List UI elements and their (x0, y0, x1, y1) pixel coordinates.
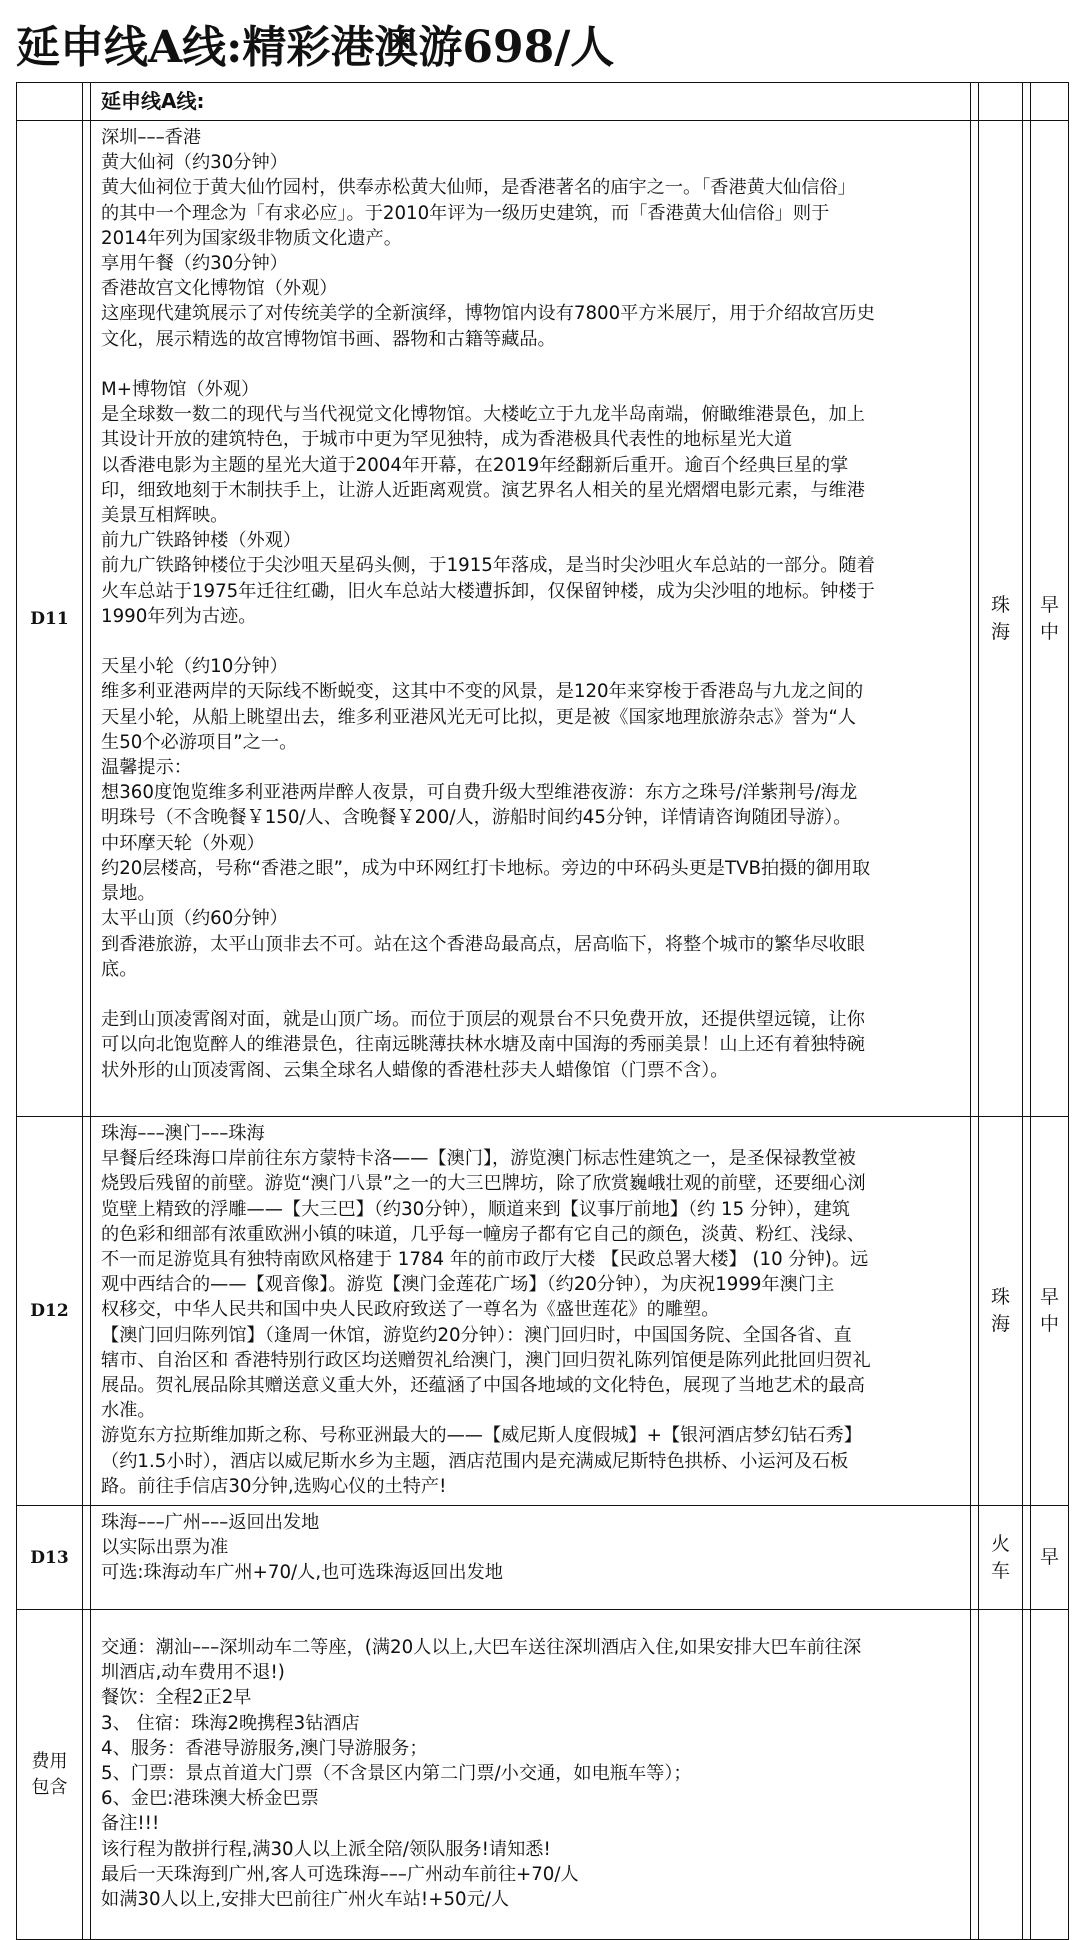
text-line: 2014年列为国家级非物质文化遗产。 (101, 227, 402, 249)
cell-char: 费用 (31, 1750, 68, 1772)
text-line (101, 352, 964, 377)
text-line: 权移交，中华人民共和国中央人民政府致送了一尊名为《盛世莲花》的雕塑。 (101, 1299, 720, 1321)
header-label: 延申线A线: (101, 89, 205, 113)
text-line: 天星小轮（约10分钟） (101, 656, 288, 678)
text-line: 景地。 (101, 883, 156, 905)
text-line: 走到山顶凌霄阁对面，就是山顶广场。而位于顶层的观景台不只免费开放，还提供望远镜，让你 (101, 1009, 865, 1031)
day-text (91, 1117, 970, 1505)
fee-row (17, 1610, 1069, 1940)
text-line: 火车总站于1975年迁往红磡，旧火车总站大楼遭拆卸，仅保留钟楼，成为尖沙咀的地标。钟楼于 (101, 580, 875, 602)
fee-label-cell (17, 1610, 83, 1940)
text-line: 备注!!! (101, 1813, 160, 1835)
cell-char: 早 (1039, 1286, 1059, 1309)
cell-char: 珠 (990, 1286, 1010, 1309)
header-day-cell (17, 83, 83, 121)
text-line: 是全球数一数二的现代与当代视觉文化博物馆。大楼屹立于九龙半岛南端，俯瞰维港景色，加上 (101, 404, 865, 426)
day-label: D13 (17, 1506, 83, 1610)
text-line: 美景互相辉映。 (101, 505, 229, 527)
text-line: 餐饮：全程2正2早 (101, 1687, 252, 1709)
text-line: 4、服务：香港导游服务,澳门导游服务； (101, 1737, 428, 1759)
city-cell (979, 1117, 1023, 1506)
text-line: 底。 (101, 958, 138, 980)
text-line: 文化，展示精选的故宫博物馆书画、器物和古籍等藏品。 (101, 328, 556, 350)
day-content (91, 1117, 971, 1506)
text-line: 如满30人以上,安排大巴前往广州火车站!+50元/人 (101, 1888, 510, 1910)
meal-cell (1031, 1506, 1069, 1610)
header-meal-cell (1031, 83, 1069, 121)
text-line: 览壁上精致的浮雕——【大三巴】（约30分钟），顺道来到【议事厅前地】（约 15 分钟），建筑 (101, 1198, 850, 1220)
cell-char: 早 (1039, 1546, 1059, 1569)
text-line: 这座现代建筑展示了对传统美学的全新演绎，博物馆内设有7800平方米展厅，用于介绍故宫历史 (101, 303, 875, 325)
text-line: 最后一天珠海到广州,客人可选珠海–––广州动车前往+70/人 (101, 1863, 579, 1885)
fee-content (91, 1610, 971, 1940)
cell-char: 海 (990, 1313, 1010, 1336)
text-line: 状外形的山顶凌霄阁、云集全球名人蜡像的香港杜莎夫人蜡像馆（门票不含）。 (101, 1059, 729, 1081)
itinerary-table (16, 82, 1069, 1940)
text-line: 黄大仙祠（约30分钟） (101, 152, 288, 174)
text-line: 深圳–––香港 (101, 127, 202, 148)
cell-char: 包含 (31, 1776, 68, 1798)
text-line: M+博物馆（外观） (101, 379, 260, 401)
day-row-d11 (17, 121, 1069, 1117)
day-text (91, 1506, 970, 1592)
text-line: 早餐后经珠海口岸前往东方蒙特卡洛——【澳门】，游览澳门标志性建筑之一，是圣保禄教堂被 (101, 1148, 856, 1170)
text-line: 前九广铁路钟楼（外观） (101, 530, 302, 552)
text-line: 珠海–––澳门–––珠海 (101, 1123, 265, 1144)
day-row-d13 (17, 1506, 1069, 1610)
text-line: 不一而足游览具有独特南欧风格建于 1784 年的前市政厅大楼 【民政总署大楼】 (10 分钟)。远 (101, 1249, 869, 1271)
text-line: 明珠号（不含晚餐￥150/人、含晚餐￥200/人，游船时间约45分钟，详情请咨询随团导游）。 (101, 807, 852, 829)
fee-text (91, 1631, 970, 1918)
text-line: 黄大仙祠位于黄大仙竹园村，供奉赤松黄大仙师，是香港著名的庙宇之一。「香港黄大仙信俗」 (101, 177, 856, 199)
header-city-cell (979, 83, 1023, 121)
text-line: 想360度饱览维多利亚港两岸醉人夜景，可自费升级大型维港夜游：东方之珠号/洋紫荆号/海龙 (101, 782, 858, 804)
text-line: 太平山顶（约60分钟） (101, 908, 288, 930)
text-line: 展品。贺礼展品除其赠送意义重大外，还蕴涵了中国各地域的文化特色，展现了当地艺术的最高 (101, 1375, 865, 1397)
text-line: 交通：潮汕–––深圳动车二等座，(满20人以上,大巴车送往深圳酒店入住,如果安排大巴车前往深 (101, 1636, 862, 1658)
city-cell (979, 1506, 1023, 1610)
day-label: D12 (17, 1117, 83, 1506)
text-line: 游览东方拉斯维加斯之称、号称亚洲最大的——【威尼斯人度假城】+【银河酒店梦幻钻石秀】 (101, 1425, 862, 1447)
text-line: 印，细致地刻于木制扶手上，让游人近距离观赏。演艺界名人相关的星光熠熠电影元素，与维港 (101, 479, 865, 501)
text-line: 温馨提示： (101, 757, 192, 779)
text-line: 以香港电影为主题的星光大道于2004年开幕，在2019年经翻新后重开。逾百个经典巨星的掌 (101, 454, 849, 476)
text-line: 前九广铁路钟楼位于尖沙咀天星码头侧，于1915年落成，是当时尖沙咀火车总站的一部分。随着 (101, 555, 875, 577)
meal-cell (1031, 1117, 1069, 1506)
day-row-d12 (17, 1117, 1069, 1506)
text-line (101, 629, 964, 654)
text-line: 其设计开放的建筑特色，于城市中更为罕见独特，成为香港极具代表性的地标星光大道 (101, 429, 793, 451)
text-line: 的色彩和细部有浓重欧洲小镇的味道，几乎每一幢房子都有它自己的颜色，淡黄、粉红、浅绿、 (101, 1223, 865, 1245)
text-line: 的其中一个理念为「有求必应」。于2010年评为一级历史建筑，而「香港黄大仙信俗」则于 (101, 202, 830, 224)
cell-char: 火 (990, 1532, 1010, 1555)
text-line: 【澳门回归陈列馆】（逢周一休馆，游览约20分钟）：澳门回归时，中国国务院、全国各省、直 (101, 1324, 852, 1346)
text-line: 约20层楼高，号称“香港之眼”，成为中环网红打卡地标。旁边的中环码头更是TVB拍摄的御用取 (101, 857, 871, 879)
cell-char: 中 (1039, 620, 1059, 643)
day-content (91, 121, 971, 1117)
header-row (17, 83, 1069, 121)
text-line: 3、 住宿：珠海2晚携程3钻酒店 (101, 1712, 360, 1734)
text-line: 圳酒店,动车费用不退!) (101, 1662, 285, 1684)
day-label: D11 (17, 121, 83, 1117)
text-line: （约1.5小时），酒店以威尼斯水乡为主题，酒店范围内是充满威尼斯特色拱桥、小运河及石板 (101, 1450, 849, 1472)
text-line: 可以向北饱览醉人的维港景色，往南远眺薄扶林水塘及南中国海的秀丽美景！山上还有着独特碗 (101, 1034, 865, 1056)
text-line: 香港故宫文化博物馆（外观） (101, 278, 338, 300)
day-content (91, 1506, 971, 1610)
meal-cell (1031, 121, 1069, 1117)
text-line: 1990年列为古迹。 (101, 605, 257, 627)
text-line: 珠海–––广州–––返回出发地 (101, 1512, 320, 1534)
cell-char: 海 (990, 620, 1010, 643)
cell-char: 珠 (990, 593, 1010, 616)
text-line: 天星小轮，从船上眺望出去，维多利亚港风光无可比拟，更是被《国家地理旅游杂志》誉为“人 (101, 706, 857, 728)
text-line: 水准。 (101, 1400, 156, 1422)
text-line: 生50个必游项目”之一。 (101, 731, 298, 753)
cell-char: 早 (1039, 593, 1059, 616)
day-text (91, 121, 970, 1089)
text-line: 可选:珠海动车广州+70/人,也可选珠海返回出发地 (101, 1562, 503, 1584)
page-title: 延申线A线:精彩港澳游698/人 (16, 22, 615, 73)
text-line: 观中西结合的——【观音像】。游览【澳门金莲花广场】（约20分钟），为庆祝1999年澳门主 (101, 1274, 835, 1296)
text-line: 6、金巴:港珠澳大桥金巴票 (101, 1788, 319, 1810)
cell-char: 中 (1039, 1313, 1059, 1336)
text-line: 享用午餐（约30分钟） (101, 253, 288, 275)
text-line: 路。前往手信店30分钟,选购心仪的土特产! (101, 1475, 447, 1497)
text-line: 5、门票：景点首道大门票（不含景区内第二门票/小交通，如电瓶车等）； (101, 1762, 692, 1784)
text-line: 到香港旅游，太平山顶非去不可。站在这个香港岛最高点，居高临下，将整个城市的繁华尽收眼 (101, 933, 865, 955)
header-main-cell (91, 83, 971, 121)
city-cell (979, 121, 1023, 1117)
text-line: 维多利亚港两岸的天际线不断蜕变，这其中不变的风景，是120年来穿梭于香港岛与九龙之间的 (101, 681, 864, 703)
text-line: 中环摩天轮（外观） (101, 832, 265, 854)
text-line: 烧毁后残留的前壁。游览“澳门八景”之一的大三巴牌坊，除了欣赏巍峨壮观的前壁，还要细心浏 (101, 1173, 866, 1195)
cell-char: 车 (990, 1559, 1010, 1582)
text-line: 该行程为散拼行程,满30人以上派全陪/领队服务!请知悉! (101, 1838, 551, 1860)
text-line: 以实际出票为准 (101, 1537, 229, 1559)
text-line: 辖市、自治区和 香港特别行政区均送赠贺礼给澳门，澳门回归贺礼陈列馆便是陈列此批回归贺礼 (101, 1349, 871, 1371)
text-line (101, 982, 964, 1007)
